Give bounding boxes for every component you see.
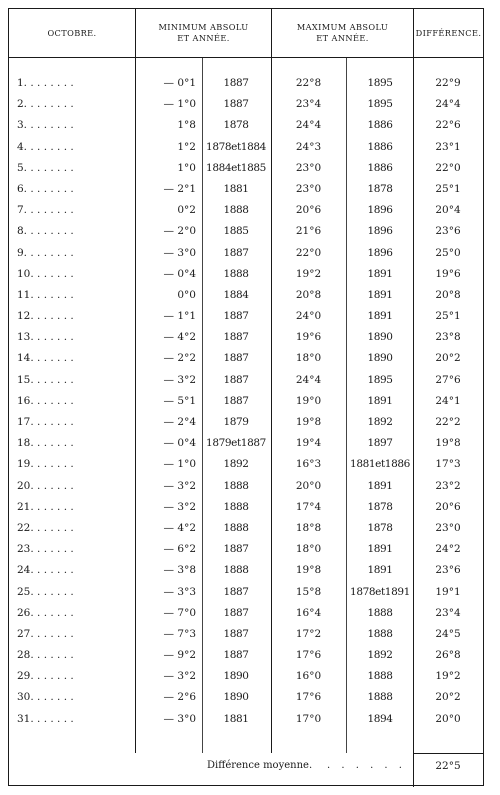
difference-cell: 25°1 (435, 182, 461, 195)
max-temp-cell: 17°6 (295, 691, 322, 704)
difference-cell: 23°2 (435, 479, 461, 492)
difference-cell: 20°0 (435, 712, 461, 725)
min-temp-cell: — 3°2 (163, 479, 196, 492)
max-year-cell: 1890 (367, 352, 393, 365)
table-row (9, 179, 483, 200)
min-year-cell: 1887 (223, 373, 249, 386)
max-year-cell: 1897 (367, 437, 393, 450)
max-temp-cell: 19°4 (295, 437, 322, 450)
table-row (9, 645, 483, 666)
min-temp-cell: — 1°0 (163, 98, 196, 111)
min-year-cell: 1888 (223, 204, 249, 217)
day-cell: 2. . . . . . . . (17, 98, 74, 111)
day-cell: 19. . . . . . . (17, 458, 74, 471)
day-cell: 5. . . . . . . . (17, 161, 74, 174)
table-row (9, 306, 483, 327)
max-temp-cell: 20°0 (295, 479, 322, 492)
min-temp-cell: — 2°6 (163, 691, 196, 704)
table-row (9, 370, 483, 391)
day-cell: 25. . . . . . . (17, 585, 74, 598)
difference-cell: 23°0 (435, 521, 461, 534)
day-cell: 14. . . . . . . (17, 352, 74, 365)
max-year-cell: 1892 (367, 649, 393, 662)
max-year-cell: 1888 (367, 670, 393, 683)
table-row (9, 518, 483, 539)
table-row (9, 709, 483, 730)
header-maximum: MAXIMUM ABSOLU ET ANNÉE. (296, 22, 389, 43)
max-temp-cell: 24°0 (295, 310, 322, 323)
min-temp-cell: — 3°2 (163, 373, 196, 386)
difference-cell: 23°1 (435, 140, 461, 153)
max-temp-cell: 18°0 (295, 352, 322, 365)
max-temp-cell: 19°8 (295, 416, 322, 428)
average-value: 22°5 (435, 760, 461, 772)
max-temp-cell: 22°0 (295, 246, 322, 259)
table-row (9, 433, 483, 454)
min-year-cell: 1887 (223, 331, 249, 344)
leader-dots: . . . . . . (327, 760, 406, 771)
difference-cell: 20°6 (435, 500, 461, 513)
difference-cell: 19°2 (435, 670, 461, 683)
difference-cell: 22°6 (435, 119, 461, 132)
min-temp-cell: — 3°8 (163, 564, 196, 577)
min-year-cell: 1887 (223, 627, 249, 640)
difference-cell: 19°1 (435, 585, 461, 598)
max-temp-cell: 17°2 (295, 627, 322, 640)
min-temp-cell: 1°2 (177, 140, 196, 153)
max-temp-cell: 19°6 (295, 331, 322, 344)
max-temp-cell: 19°0 (295, 394, 322, 407)
max-temp-cell: 16°3 (295, 458, 322, 471)
max-year-cell: 1892 (367, 416, 393, 428)
table-row (9, 264, 483, 285)
table-row (9, 454, 483, 475)
table-body (9, 73, 483, 730)
min-year-cell: 1884 (223, 288, 249, 301)
header-month: OCTOBRE. (47, 27, 97, 38)
min-temp-cell: — 4°2 (163, 331, 196, 344)
header-minimum: MINIMUM ABSOLU ET ANNÉE. (158, 22, 249, 43)
max-temp-cell: 16°4 (295, 606, 322, 619)
day-cell: 8. . . . . . . . (17, 225, 74, 238)
min-temp-cell: 0°2 (177, 204, 196, 217)
day-cell: 24. . . . . . . (17, 564, 74, 577)
difference-cell: 19°6 (435, 267, 461, 280)
max-temp-cell: 24°3 (295, 140, 322, 153)
max-temp-cell: 19°2 (295, 267, 322, 280)
max-temp-cell: 24°4 (295, 373, 322, 386)
max-temp-cell: 20°6 (295, 204, 322, 217)
difference-cell: 20°8 (435, 288, 461, 301)
difference-cell: 24°1 (435, 394, 461, 407)
table-footer (9, 753, 483, 787)
table-row (9, 327, 483, 348)
day-cell: 26. . . . . . . (17, 606, 74, 619)
min-temp-cell: — 0°4 (163, 267, 196, 280)
min-temp-cell: — 2°1 (163, 182, 196, 195)
day-cell: 15. . . . . . . (17, 373, 74, 386)
min-year-cell: 1879 (223, 416, 249, 428)
min-year-cell: 1879et1887 (206, 437, 266, 450)
day-cell: 4. . . . . . . . (17, 140, 74, 153)
day-cell: 10. . . . . . . (17, 267, 74, 280)
min-year-cell: 1892 (223, 458, 249, 471)
min-year-cell: 1878 (223, 119, 249, 132)
difference-cell: 24°2 (435, 543, 461, 556)
difference-cell: 17°3 (435, 458, 461, 471)
min-temp-cell: — 9°2 (163, 649, 196, 662)
max-temp-cell: 17°0 (295, 712, 322, 725)
min-year-cell: 1887 (223, 98, 249, 111)
min-temp-cell: — 3°2 (163, 670, 196, 683)
min-year-cell: 1887 (223, 77, 249, 89)
difference-cell: 23°8 (435, 331, 461, 344)
table-row (9, 476, 483, 497)
min-year-cell: 1888 (223, 500, 249, 513)
min-temp-cell: — 0°4 (163, 437, 196, 450)
max-temp-cell: 23°4 (295, 98, 322, 111)
day-cell: 9. . . . . . . . (17, 246, 74, 259)
max-year-cell: 1891 (367, 543, 393, 556)
min-year-cell: 1887 (223, 352, 249, 365)
max-year-cell: 1895 (367, 77, 393, 89)
table-row (9, 666, 483, 687)
min-year-cell: 1884et1885 (206, 161, 266, 174)
max-year-cell: 1888 (367, 627, 393, 640)
min-temp-cell: — 1°1 (163, 310, 196, 323)
difference-cell: 20°2 (435, 691, 461, 704)
max-year-cell: 1895 (367, 373, 393, 386)
max-temp-cell: 18°8 (295, 521, 322, 534)
min-year-cell: 1887 (223, 310, 249, 323)
max-year-cell: 1890 (367, 331, 393, 344)
day-cell: 12. . . . . . . (17, 310, 74, 323)
table-row (9, 158, 483, 179)
min-temp-cell: — 7°0 (163, 606, 196, 619)
day-cell: 1. . . . . . . . (17, 77, 74, 89)
min-temp-cell: — 3°2 (163, 500, 196, 513)
table-row (9, 497, 483, 518)
min-temp-cell: — 1°0 (163, 458, 196, 471)
min-year-cell: 1890 (223, 670, 249, 683)
day-cell: 13. . . . . . . (17, 331, 74, 344)
max-temp-cell: 23°0 (295, 161, 322, 174)
max-temp-cell: 23°0 (295, 182, 322, 195)
table-row (9, 603, 483, 624)
day-cell: 20. . . . . . . (17, 479, 74, 492)
table-row (9, 348, 483, 369)
min-temp-cell: — 3°3 (163, 585, 196, 598)
min-temp-cell: — 6°2 (163, 543, 196, 556)
day-cell: 6. . . . . . . . (17, 182, 74, 195)
max-year-cell: 1895 (367, 98, 393, 111)
min-temp-cell: — 0°1 (163, 77, 196, 89)
difference-cell: 22°2 (435, 416, 461, 428)
table-row (9, 94, 483, 115)
table-row (9, 412, 483, 433)
difference-cell: 27°6 (435, 373, 461, 386)
table-row (9, 285, 483, 306)
min-temp-cell: — 3°0 (163, 246, 196, 259)
min-year-cell: 1881 (223, 182, 249, 195)
table-row (9, 73, 483, 94)
min-year-cell: 1881 (223, 712, 249, 725)
max-year-cell: 1888 (367, 691, 393, 704)
day-cell: 7. . . . . . . . (17, 204, 74, 217)
difference-cell: 22°0 (435, 161, 461, 174)
max-year-cell: 1886 (367, 140, 393, 153)
max-temp-cell: 18°0 (295, 543, 322, 556)
difference-cell: 20°4 (435, 204, 461, 217)
table-row (9, 221, 483, 242)
min-temp-cell: — 2°0 (163, 225, 196, 238)
max-year-cell: 1891 (367, 394, 393, 407)
min-year-cell: 1887 (223, 394, 249, 407)
max-year-cell: 1894 (367, 712, 393, 725)
max-temp-cell: 17°6 (295, 649, 322, 662)
max-year-cell: 1878 (367, 182, 393, 195)
max-temp-cell: 17°4 (295, 500, 322, 513)
min-year-cell: 1887 (223, 246, 249, 259)
table-row (9, 582, 483, 603)
day-cell: 18. . . . . . . (17, 437, 74, 450)
min-temp-cell: — 2°2 (163, 352, 196, 365)
difference-cell: 23°6 (435, 225, 461, 238)
day-cell: 31. . . . . . . (17, 712, 74, 725)
max-year-cell: 1896 (367, 246, 393, 259)
table-row (9, 115, 483, 136)
difference-cell: 20°2 (435, 352, 461, 365)
difference-cell: 26°8 (435, 649, 461, 662)
min-year-cell: 1888 (223, 267, 249, 280)
max-temp-cell: 21°6 (295, 225, 322, 238)
min-year-cell: 1888 (223, 564, 249, 577)
min-year-cell: 1885 (223, 225, 249, 238)
max-temp-cell: 24°4 (295, 119, 322, 132)
october-temperature-table (8, 8, 484, 786)
table-row (9, 137, 483, 158)
max-year-cell: 1878 (367, 500, 393, 513)
table-row (9, 560, 483, 581)
max-temp-cell: 22°8 (295, 77, 322, 89)
max-year-cell: 1886 (367, 161, 393, 174)
table-row (9, 243, 483, 264)
min-year-cell: 1888 (223, 479, 249, 492)
min-year-cell: 1887 (223, 649, 249, 662)
day-cell: 27. . . . . . . (17, 627, 74, 640)
min-temp-cell: 1°8 (177, 119, 196, 132)
min-temp-cell: — 5°1 (163, 394, 196, 407)
table-row (9, 200, 483, 221)
difference-cell: 24°4 (435, 98, 461, 111)
day-cell: 11. . . . . . . (17, 288, 74, 301)
day-cell: 16. . . . . . . (17, 394, 74, 407)
day-cell: 28. . . . . . . (17, 649, 74, 662)
day-cell: 29. . . . . . . (17, 670, 74, 683)
max-year-cell: 1878 (367, 521, 393, 534)
day-cell: 22. . . . . . . (17, 521, 74, 534)
min-year-cell: 1887 (223, 606, 249, 619)
max-year-cell: 1896 (367, 204, 393, 217)
difference-cell: 23°6 (435, 564, 461, 577)
day-cell: 17. . . . . . . (17, 416, 74, 428)
min-year-cell: 1887 (223, 585, 249, 598)
table-row (9, 391, 483, 412)
difference-cell: 25°1 (435, 310, 461, 323)
day-cell: 30. . . . . . . (17, 691, 74, 704)
min-temp-cell: 1°0 (177, 161, 196, 174)
max-year-cell: 1891 (367, 288, 393, 301)
table-row (9, 624, 483, 645)
difference-cell: 19°8 (435, 437, 461, 450)
min-temp-cell: 0°0 (177, 288, 196, 301)
max-year-cell: 1891 (367, 267, 393, 280)
header-divider (9, 57, 483, 58)
difference-cell: 23°4 (435, 606, 461, 619)
max-year-cell: 1896 (367, 225, 393, 238)
day-cell: 23. . . . . . . (17, 543, 74, 556)
min-temp-cell: — 7°3 (163, 627, 196, 640)
day-cell: 21. . . . . . . (17, 500, 74, 513)
average-label: Différence moyenne. (207, 760, 313, 771)
difference-cell: 22°9 (435, 77, 461, 89)
min-year-cell: 1887 (223, 543, 249, 556)
min-temp-cell: — 2°4 (163, 416, 196, 428)
max-temp-cell: 16°0 (295, 670, 322, 683)
max-year-cell: 1881et1886 (350, 458, 410, 471)
min-year-cell: 1890 (223, 691, 249, 704)
max-temp-cell: 19°8 (295, 564, 322, 577)
difference-cell: 25°0 (435, 246, 461, 259)
table-row (9, 687, 483, 708)
min-temp-cell: — 4°2 (163, 521, 196, 534)
max-temp-cell: 20°8 (295, 288, 322, 301)
max-year-cell: 1891 (367, 479, 393, 492)
max-year-cell: 1891 (367, 310, 393, 323)
max-year-cell: 1878et1891 (350, 585, 410, 598)
max-year-cell: 1886 (367, 119, 393, 132)
header-difference: DIFFÉRENCE. (415, 27, 482, 38)
difference-cell: 24°5 (435, 627, 461, 640)
max-year-cell: 1888 (367, 606, 393, 619)
table-row (9, 539, 483, 560)
min-temp-cell: — 3°0 (163, 712, 196, 725)
min-year-cell: 1878et1884 (206, 140, 266, 153)
min-year-cell: 1888 (223, 521, 249, 534)
max-temp-cell: 15°8 (295, 585, 322, 598)
max-year-cell: 1891 (367, 564, 393, 577)
day-cell: 3. . . . . . . . (17, 119, 74, 132)
